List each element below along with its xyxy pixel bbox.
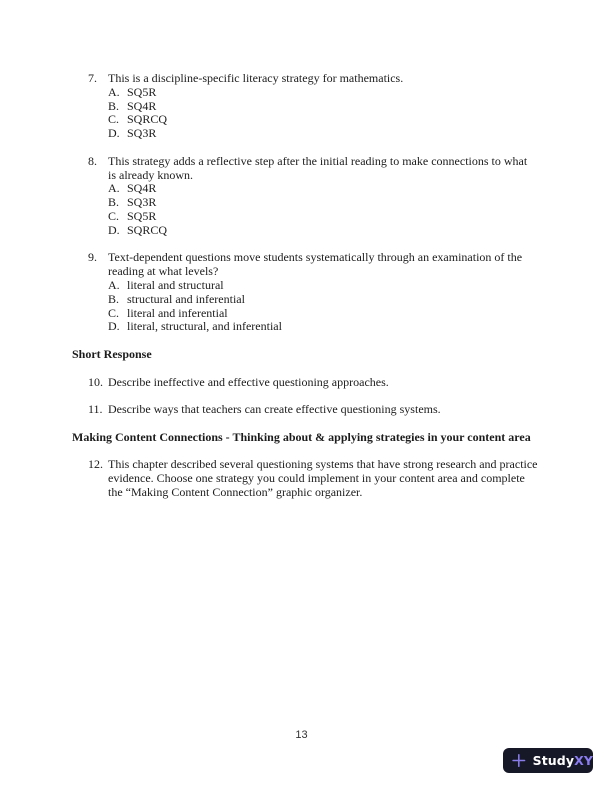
question-number: 12. [88,457,103,472]
question-12-stem [88,458,612,499]
option-text: SQ3R [127,126,157,141]
option-a [108,182,612,196]
option-text: SQ4R [127,98,157,113]
question-number: 11. [88,402,103,417]
question-8-stem [88,155,612,183]
question-9 [88,251,612,334]
option-text: SQ5R [127,84,157,99]
option-a [108,279,612,293]
short-response-heading: Short Response [72,346,152,361]
option-text: SQRCQ [127,222,168,237]
question-text: Describe ways that teachers can create effective questioning systems. [108,402,441,417]
question-10-stem [88,376,612,390]
question-11-stem [88,403,612,417]
option-text: literal and structural [127,277,224,292]
question-7-stem [88,72,612,86]
question-text: Describe ineffective and effective questioning approaches. [108,374,389,389]
question-number: 7. [88,71,97,85]
option-letter: B. [108,291,120,306]
studyxy-logo-badge [503,748,593,773]
option-text: literal and inferential [127,305,228,320]
question-11 [88,403,612,417]
option-text: SQ4R [127,181,157,196]
page-content [0,72,612,514]
question-8 [88,155,612,238]
question-8-options [108,182,612,237]
option-letter: A. [108,277,120,292]
option-d [108,320,612,334]
question-10 [88,376,612,390]
option-c [108,307,612,321]
option-d [108,127,612,141]
option-letter: D. [108,319,120,334]
question-text: This strategy adds a reflective step after the initial reading to make connections to what is already known. [108,153,528,182]
option-letter: D. [108,126,120,141]
option-letter: B. [108,98,120,113]
option-letter: C. [108,112,120,127]
option-text: SQ3R [127,195,157,210]
question-number: 9. [88,250,97,265]
question-number: 10. [88,374,103,389]
option-a [108,86,612,100]
plus-icon [512,753,526,768]
option-letter: C. [108,305,120,320]
option-text: structural and inferential [127,291,245,306]
making-content-connections-heading: Making Content Connections - Thinking about & applying strategies in your content area [72,429,531,444]
option-b [108,100,612,114]
option-letter: A. [108,181,120,196]
question-9-options [108,279,612,334]
brand-name-accent: XY [574,752,593,768]
question-12 [88,458,612,499]
option-letter: D. [108,222,120,237]
question-7-options [108,86,612,141]
page-number: 13 [295,729,308,741]
option-b [108,196,612,210]
brand-name [533,754,593,768]
option-text: SQRCQ [127,112,168,127]
question-number: 8. [88,153,97,168]
brand-name-primary: Study [532,752,575,768]
option-letter: B. [108,195,120,210]
question-7 [88,72,612,141]
option-d [108,224,612,238]
option-b [108,293,612,307]
option-c [108,113,612,127]
option-letter: A. [108,84,120,99]
question-text: Text-dependent questions move students systematically through an examination of the reading at what levels? [108,250,523,279]
option-letter: C. [108,208,120,223]
question-text: This chapter described several questioning systems that have strong research and practice evidence. Choose one strategy you could implement in your content area and complete the “Making Content Connection” graphic organizer. [108,457,538,499]
option-c [108,210,612,224]
option-text: SQ5R [127,208,157,223]
question-9-stem [88,251,612,279]
question-text: This is a discipline-specific literacy strategy for mathematics. [108,71,404,85]
option-text: literal, structural, and inferential [127,319,282,334]
